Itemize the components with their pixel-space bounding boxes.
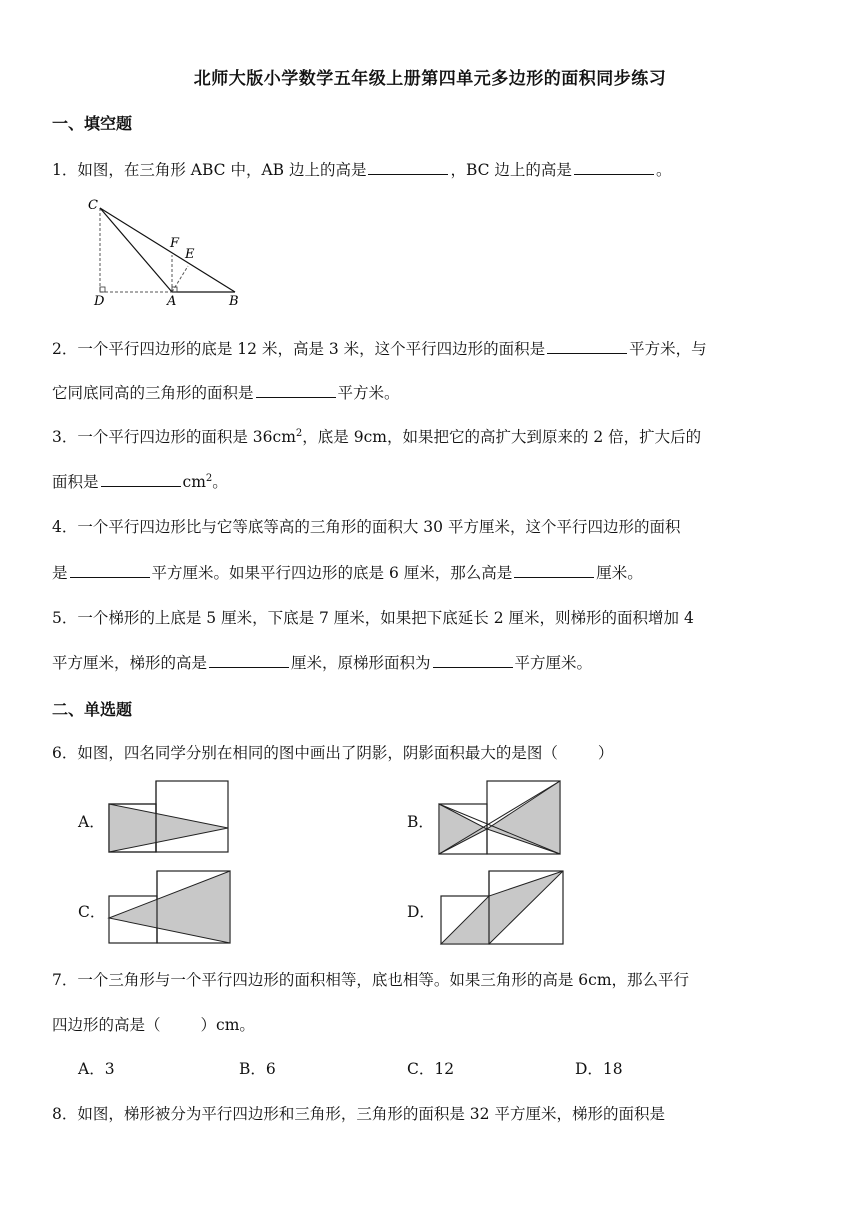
label-f: F bbox=[170, 236, 180, 251]
q6-option-a-label[interactable]: A． bbox=[78, 813, 105, 831]
q4-text-b: 平方厘米。如果平行四边形的底是 6 厘米，那么高是 bbox=[151, 564, 513, 582]
q2-text-b: 平方米，与 bbox=[629, 340, 707, 358]
question-4-line-1: 4．一个平行四边形比与它等底等高的三角形的面积大 30 平方厘米，这个平行四边形的面积 bbox=[52, 518, 681, 536]
question-5-line-1: 5．一个梯形的上底是 5 厘米，下底是 7 厘米，如果把下底延长 2 厘米，则梯形的面积增加 4 bbox=[52, 609, 694, 627]
q5-blank-2[interactable] bbox=[433, 653, 513, 668]
section-single-choice: 二、单选题 bbox=[52, 700, 133, 719]
q3-blank[interactable] bbox=[101, 472, 181, 487]
q6-option-d-label[interactable]: D． bbox=[407, 903, 435, 921]
q5-blank-1[interactable] bbox=[209, 653, 289, 668]
q2-text-a: 2．一个平行四边形的底是 12 米，高是 3 米，这个平行四边形的面积是 bbox=[52, 340, 546, 358]
q1-text-a: 1．如图，在三角形 ABC 中，AB 边上的高是 bbox=[52, 161, 367, 179]
q7-choice-a[interactable]: A．3 bbox=[78, 1060, 115, 1078]
question-3-line-2 bbox=[52, 470, 228, 492]
q6-text-a: 6．如图，四名同学分别在相同的图中画出了阴影，阴影面积最大的是图（ bbox=[52, 744, 558, 762]
q3-text-e: 。 bbox=[212, 473, 228, 491]
q2-blank-1[interactable] bbox=[547, 339, 627, 354]
q7-choice-c[interactable]: C．12 bbox=[407, 1060, 455, 1078]
label-c: C bbox=[88, 198, 98, 213]
q7-choice-b[interactable]: B．6 bbox=[239, 1060, 276, 1078]
triangle-abc-figure bbox=[82, 195, 252, 310]
q3-text-c: 面积是 bbox=[52, 473, 99, 491]
question-6 bbox=[52, 741, 613, 763]
q6-text-b: ） bbox=[597, 744, 614, 762]
q6-option-c-figure[interactable] bbox=[108, 870, 233, 946]
q5-text-a: 平方厘米，梯形的高是 bbox=[52, 654, 208, 672]
q7-choice-d[interactable]: D．18 bbox=[575, 1060, 623, 1078]
question-2-line-1 bbox=[52, 337, 707, 359]
question-7-line-1: 7．一个三角形与一个平行四边形的面积相等，底也相等。如果三角形的高是 6cm，那么平行 bbox=[52, 971, 690, 989]
q6-option-b-figure[interactable] bbox=[438, 780, 568, 856]
q1-blank-2[interactable] bbox=[574, 160, 654, 175]
question-3-line-1 bbox=[52, 425, 701, 447]
q3-text-a: 3．一个平行四边形的面积是 36cm bbox=[52, 428, 296, 446]
q5-text-b: 厘米，原梯形面积为 bbox=[291, 654, 431, 672]
q2-text-d: 平方米。 bbox=[337, 384, 400, 402]
q1-text-c: 。 bbox=[655, 161, 672, 179]
q4-text-c: 厘米。 bbox=[596, 564, 643, 582]
label-b: B bbox=[229, 294, 239, 309]
q1-blank-1[interactable] bbox=[368, 160, 448, 175]
q4-blank-1[interactable] bbox=[70, 563, 150, 578]
question-4-line-2 bbox=[52, 561, 643, 583]
question-1 bbox=[52, 158, 671, 180]
q6-option-c-label[interactable]: C． bbox=[78, 903, 106, 921]
question-2-line-2 bbox=[52, 381, 400, 403]
q6-option-b-label[interactable]: B． bbox=[407, 813, 434, 831]
label-a: A bbox=[167, 294, 177, 309]
q4-blank-2[interactable] bbox=[514, 563, 594, 578]
q7-text-a: 四边形的高是（ bbox=[52, 1016, 161, 1034]
page-title: 北师大版小学数学五年级上册第四单元多边形的面积同步练习 bbox=[193, 69, 667, 89]
q3-text-b: ，底是 9cm，如果把它的高扩大到原来的 2 倍，扩大后的 bbox=[302, 428, 702, 446]
label-e: E bbox=[185, 247, 195, 262]
question-8-line-1: 8．如图，梯形被分为平行四边形和三角形，三角形的面积是 32 平方厘米，梯形的面积是 bbox=[52, 1105, 665, 1123]
question-5-line-2 bbox=[52, 651, 592, 673]
q6-option-a-figure[interactable] bbox=[108, 780, 233, 856]
q2-text-c: 它同底同高的三角形的面积是 bbox=[52, 384, 254, 402]
section-fill-in: 一、填空题 bbox=[52, 114, 133, 133]
q1-text-b: ，BC 边上的高是 bbox=[450, 161, 572, 179]
q2-blank-2[interactable] bbox=[256, 383, 336, 398]
q3-sup-2: 2 bbox=[205, 472, 213, 484]
q3-sup: 2 bbox=[295, 427, 303, 439]
q5-text-c: 平方厘米。 bbox=[514, 654, 593, 672]
q6-option-d-figure[interactable] bbox=[440, 870, 570, 946]
q4-text-a: 是 bbox=[52, 564, 68, 582]
question-7-line-2 bbox=[52, 1013, 255, 1035]
label-d: D bbox=[94, 294, 105, 309]
q3-text-d: cm bbox=[182, 473, 206, 491]
q7-text-b: ）cm。 bbox=[200, 1016, 255, 1034]
